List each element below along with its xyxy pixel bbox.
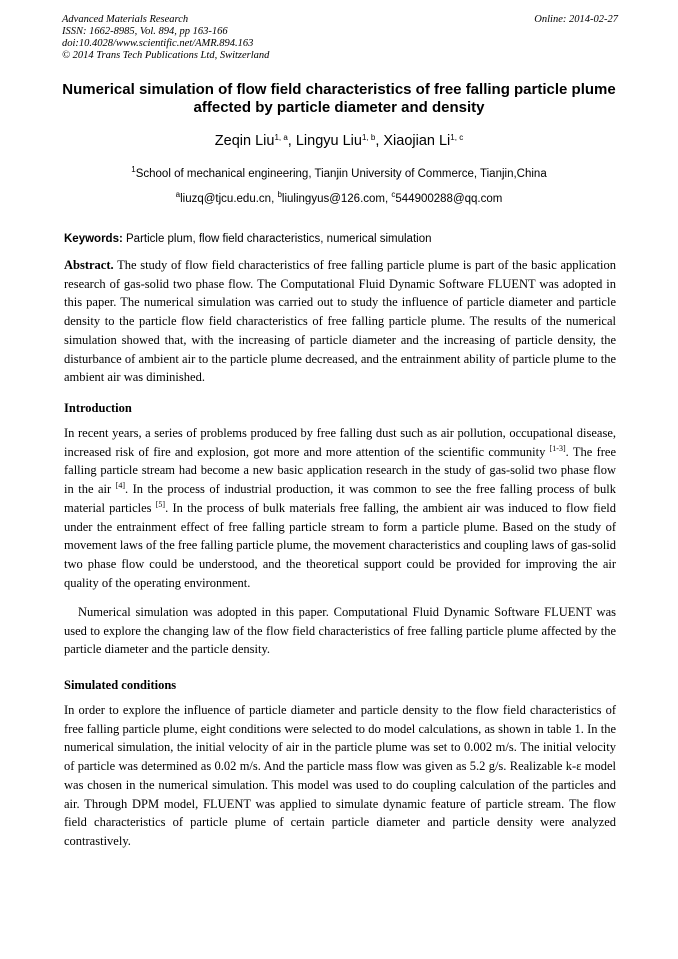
paragraph-text: In recent years, a series of problems produced by free falling dust such as air pollution, occupational disease, increased risk of fire and explosion, got more and more attention of the scientific community <box>64 426 616 459</box>
simulated-conditions-paragraph: In order to explore the influence of particle diameter and particle density to the flow field characteristics of free falling particle plume, eight conditions were selected to do model calculations, as shown in table 1. In the numerical simulation, the initial velocity of air in the particle plume was set to 0.002 m/s. The initial velocity of particle was determined as 0.02 m/s. And the particle mass flow was given as 5.2 g/s. Realizable k-ε model was chosen in the numerical simulation. This model was used to do coupling calculation of the particles and air. Through DPM model, FLUENT was applied to simulate dynamic feature of particle stream. The flow field characteristics of particle plume of certain particle diameter and particle density were analyzed contrastively. <box>64 703 616 848</box>
email-superscript: c <box>391 190 396 199</box>
author-superscript: 1, a <box>274 133 288 142</box>
introduction-paragraph-2: Numerical simulation was adopted in this paper. Computational Fluid Dynamic Software FLUENT was used to explore the changing law of the flow field characteristics of free falling particle plume affected by the particle diameter and the particle density. <box>64 605 616 657</box>
abstract-paragraph <box>64 256 616 387</box>
introduction-paragraph-1 <box>64 424 616 592</box>
affiliation <box>0 165 678 180</box>
journal-header <box>62 14 618 62</box>
email-superscript: a <box>175 190 181 199</box>
online-date: Online: 2014-02-27 <box>534 14 618 25</box>
paragraph-text: . In the process of industrial production, it was common to see the free falling process of bulk material particles <box>64 482 616 515</box>
email-address: liulingyus@126.com <box>281 193 385 205</box>
affiliation-text: School of mechanical engineering, Tianjin University of Commerce, Tianjin,China <box>135 168 547 180</box>
author-name: Zeqin Liu <box>214 133 275 149</box>
copyright-line: © 2014 Trans Tech Publications Ltd, Switzerland <box>62 50 270 61</box>
abstract-text: The study of flow field characteristics of free falling particle plume is part of the basic application research of gas-solid two phase flow. The Computational Fluid Dynamic Software FLUENT was adopted in this paper. The numerical simulation was carried out to study the influence of particle diameter and particle density to the particle flow field characteristics of free falling particle plume. The results of the numerical simulation showed that, with the increasing of particle diameter and the increasing of particle density, the disturbance of ambient air to the particle plume decreased, and the entrainment ability of particle plume to the ambient air was diminished. <box>64 258 616 385</box>
keywords <box>64 233 616 245</box>
citation-ref: [1-3] <box>549 443 566 453</box>
author-superscript: 1, c <box>450 133 464 142</box>
section-heading-introduction: Introduction <box>64 401 132 415</box>
email-address: liuzq@tjcu.edu.cn <box>180 193 272 205</box>
paragraph-text: . In the process of bulk materials free falling, the ambient air was induced to flow field under the entrainment effect of free falling particle stream to form a particle plume. Based on the study of movement laws of the free falling particle plume, the movement characteristics and coupling laws of gas-solid two phase flow could be understood, and the theoretical support could be provided for improving the air quality of the operating environment. <box>64 500 616 590</box>
author-list: Zeqin Liu$^{1, a}$, Lingyu Liu$^{1, b}$, Xiaojian Li$^{1, c}$ <box>214 133 464 149</box>
citation-ref: [4] <box>115 481 126 491</box>
affiliation-superscript: 1 <box>131 165 136 174</box>
keywords-label: Keywords: <box>64 233 123 245</box>
abstract-label: Abstract. <box>64 258 114 272</box>
keywords-text: Particle plum, flow field characteristics, numerical simulation <box>126 233 432 245</box>
author-superscript: 1, b <box>361 133 376 142</box>
email-superscript: b <box>277 190 282 199</box>
issn-line: ISSN: 1662-8985, Vol. 894, pp 163-166 <box>62 26 228 37</box>
email-address: 544900288@qq.com <box>395 193 503 205</box>
email-list: $^a$liuzq@tjcu.edu.cn, $^b$liulingyus@126.com, $^c$544900288@qq.com <box>175 190 503 205</box>
paragraph-text: . The free falling particle stream had become a new basic application research in the study of gas-solid two phase flow in the air <box>64 444 616 497</box>
author-name: Lingyu Liu <box>295 133 362 149</box>
doi-line: doi:10.4028/www.scientific.net/AMR.894.163 <box>62 38 254 49</box>
section-heading-simulated-conditions: Simulated conditions <box>64 678 177 692</box>
citation-ref: [5] <box>155 499 166 509</box>
journal-name: Advanced Materials Research <box>62 14 189 25</box>
author-name: Xiaojian Li <box>383 133 451 149</box>
paper-title: Numerical simulation of flow field characteristics of free falling particle plume affected by particle diameter and density <box>62 81 616 116</box>
